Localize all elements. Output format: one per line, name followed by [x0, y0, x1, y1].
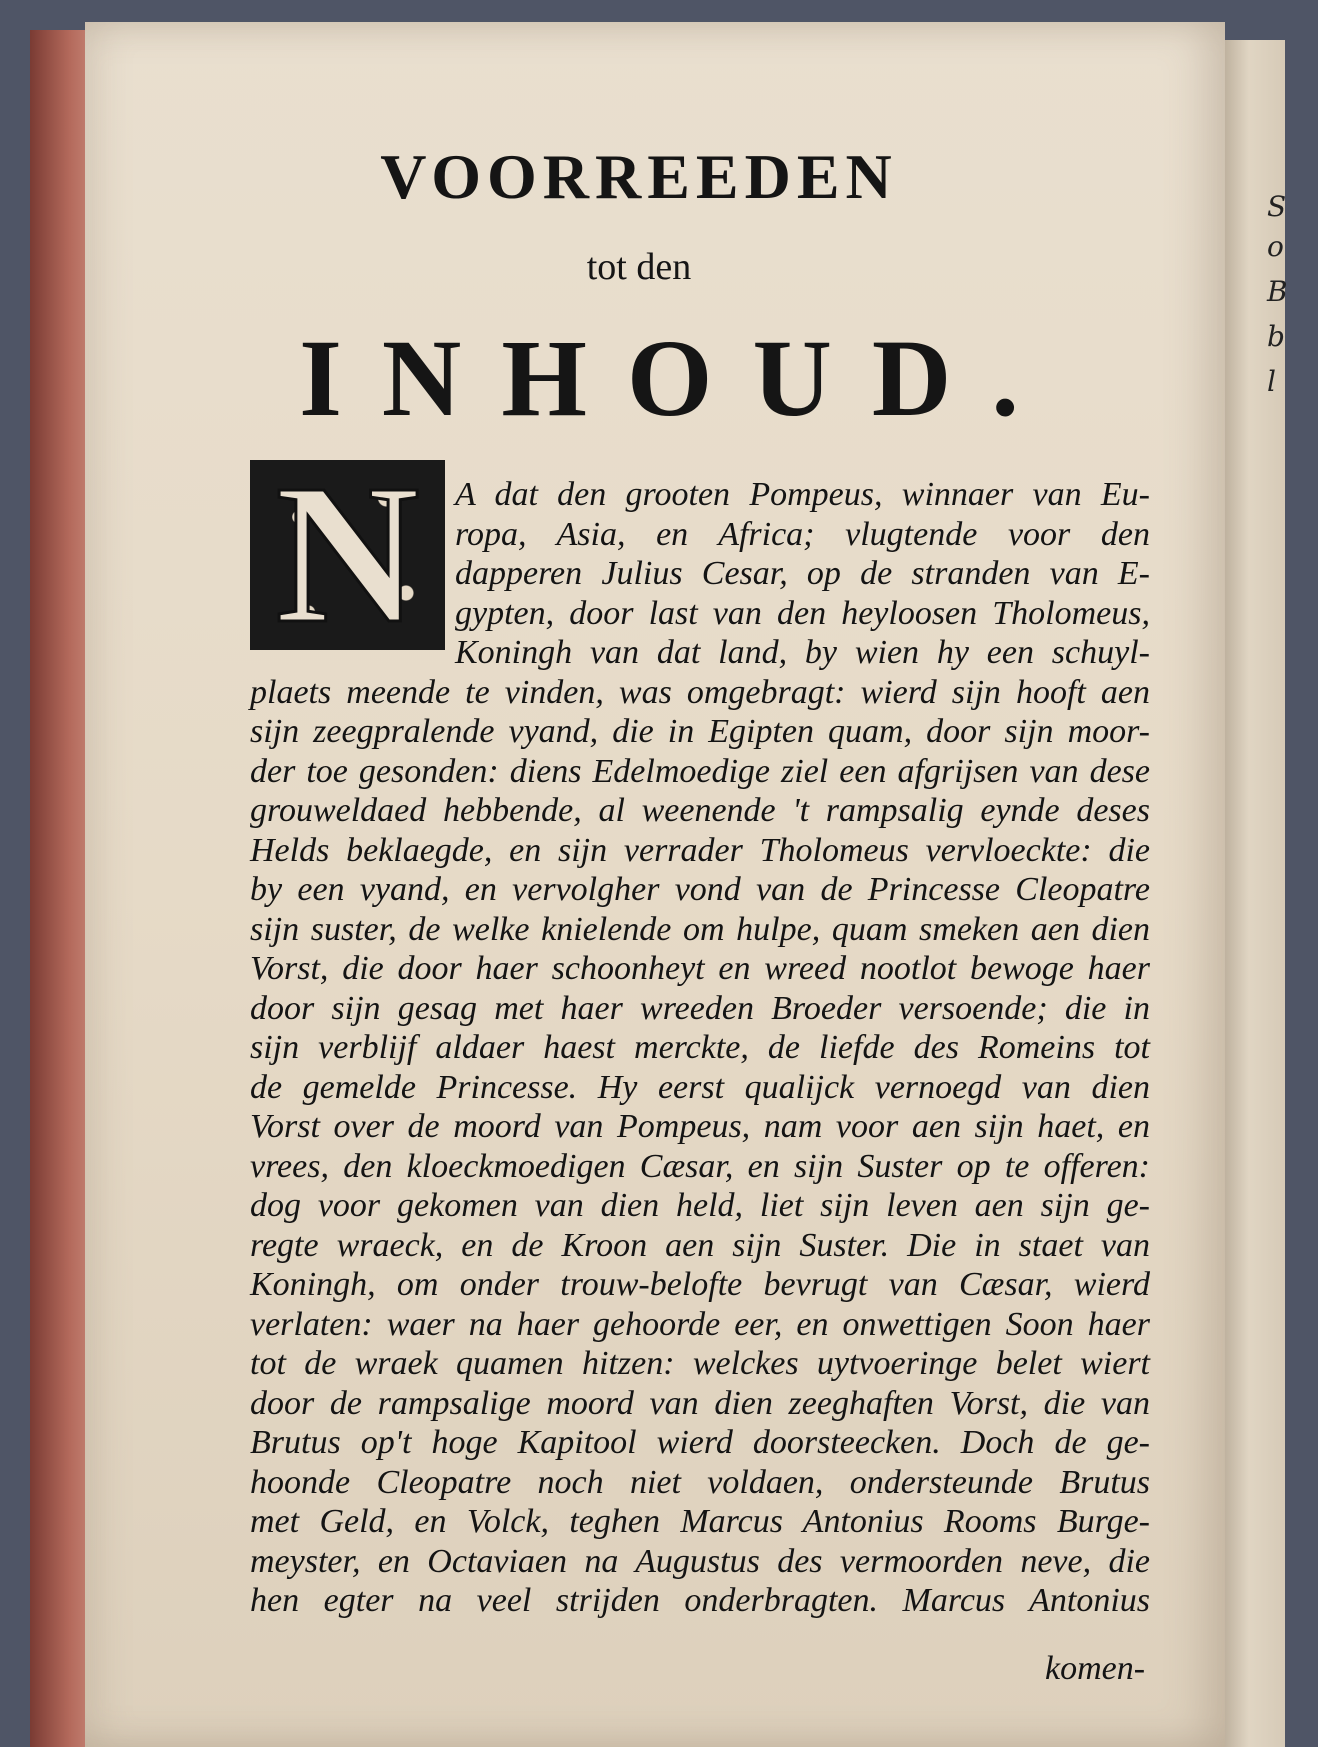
text-line: door de rampsalige moord van dien zeeghaften Vorst, die van — [250, 1384, 1150, 1422]
text-line: door sijn gesag met haer wreeden Broeder versoende; die in — [250, 989, 1150, 1027]
text-line: verlaten: waer na haer gehoorde eer, en onwettigen Soon haer — [250, 1305, 1150, 1343]
page-title: VOORREEDEN — [380, 141, 898, 212]
text-line: dog voor gekomen van dien held, liet sijn leven aen sijn ge- — [250, 1187, 1150, 1224]
text-line: dapperen Julius Cesar, op de stranden van E- — [455, 555, 1150, 592]
facing-page-edge — [1225, 40, 1288, 1747]
facing-page-fragment: B — [1267, 275, 1288, 308]
text-line: A dat den grooten Pompeus, winnaer van Eu- — [455, 476, 1150, 513]
catchword: komen- — [1045, 1650, 1146, 1687]
ornamental-drop-cap — [250, 444, 445, 665]
text-line: Brutus op't hoge Kapitool wierd doorsteecken. Doch de ge- — [250, 1424, 1150, 1461]
text-line: Vorst, die door haer schoonheyt en wreed nootlot bewoge haer — [250, 950, 1150, 987]
facing-page-fragment: S — [1267, 190, 1287, 223]
facing-page-fragment: o — [1267, 230, 1284, 263]
text-line: der toe gesonden: diens Edelmoedige ziel een afgrijsen van dese — [250, 752, 1150, 790]
text-line: plaets meende te vinden, was omgebragt: wierd sijn hooft aen — [250, 673, 1150, 711]
facing-page-fragment: b — [1267, 320, 1285, 353]
page-heading: INHOUD. — [299, 317, 1059, 439]
text-line: vrees, den kloeckmoedigen Cæsar, en sijn Suster op te offeren: — [250, 1147, 1150, 1185]
text-line: by een vyand, en vervolgher vond van de Princesse Cleopatre — [250, 871, 1150, 908]
text-line: hoonde Cleopatre noch niet voldaen, ondersteunde Brutus — [250, 1463, 1150, 1501]
facing-page-fragment: l — [1267, 365, 1276, 398]
text-line: Helds beklaegde, en sijn verrader Tholomeus vervloeckte: die — [250, 831, 1150, 869]
drop-cap-letter: N — [275, 444, 420, 665]
text-line: gypten, door last van den heyloosen Tholomeus, — [455, 594, 1150, 632]
text-line: meyster, en Octaviaen na Augustus des vermoorden neve, die — [250, 1542, 1150, 1580]
text-line: regte wraeck, en de Kroon aen sijn Suster. Die in staet van — [250, 1226, 1150, 1264]
text-line: sijn zeegpralende vyand, die in Egipten quam, door sijn moor- — [250, 713, 1150, 750]
text-line: sijn suster, de welke knielende om hulpe, quam smeken aen dien — [250, 910, 1150, 948]
page-subtitle: tot den — [586, 246, 692, 288]
text-line: sijn verblijf aldaer haest merckte, de liefde des Romeins tot — [250, 1029, 1150, 1066]
text-line: met Geld, en Volck, teghen Marcus Antonius Rooms Burge- — [250, 1503, 1150, 1540]
text-line: hen egter na veel strijden onderbragten. Marcus Antonius — [250, 1582, 1150, 1619]
text-line: de gemelde Princesse. Hy eerst qualijck vernoegd van dien — [250, 1068, 1150, 1106]
text-line: Vorst over de moord van Pompeus, nam voor aen sijn haet, en — [250, 1108, 1150, 1145]
text-line: grouweldaed hebbende, al weenende 't rampsalig eynde deses — [250, 792, 1150, 829]
text-line: ropa, Asia, en Africa; vlugtende voor den — [455, 515, 1150, 553]
text-line: Koningh van dat land, by wien hy een schuyl- — [455, 634, 1150, 671]
text-line: Koningh, om onder trouw-belofte bevrugt van Cæsar, wierd — [250, 1266, 1150, 1303]
text-line: tot de wraek quamen hitzen: welckes uytvoeringe belet wiert — [250, 1345, 1150, 1382]
